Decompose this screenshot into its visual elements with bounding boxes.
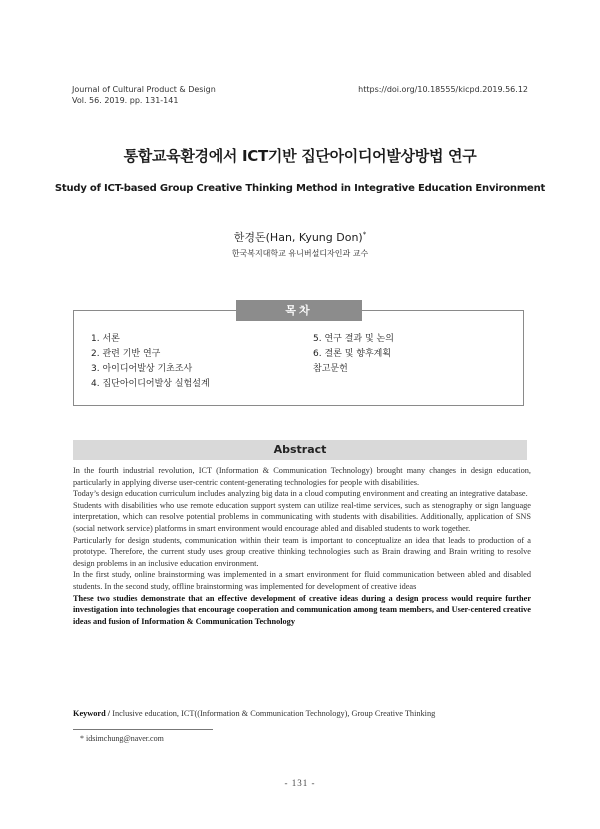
toc-item: 참고문헌 (313, 364, 348, 374)
keyword-text: Inclusive education, ICT((Information & Communication Technology), Group Creative Thinking (112, 709, 436, 718)
journal-volume: Vol. 56. 2019. pp. 131-141 (72, 96, 179, 105)
keyword-label: Keyword / (73, 709, 111, 718)
korean-title: 통합교육환경에서 ICT기반 집단아이디어발상방법 연구 (123, 147, 477, 165)
abstract-paragraph: These two studies demonstrate that an effective development of creative ideas during a design process would require further investigation into technologies that encourage cooperation and communication among team members, and User-centered creative ideas and fusion of Information & Communication Technology (73, 593, 531, 626)
toc-item: 1. 서론 (91, 334, 120, 344)
journal-header (72, 84, 216, 106)
author-footnote-mark: * (362, 230, 367, 239)
journal-name: Journal of Cultural Product & Design (72, 85, 216, 94)
page-number: - 131 - (284, 778, 316, 788)
doi-link[interactable]: https://doi.org/10.18555/kicpd.2019.56.12 (358, 85, 528, 94)
toc-heading: 목차 (236, 300, 362, 321)
abstract-paragraph: In the first study, online brainstorming was implemented in a smart environment for fluid communication between abled and disabled students. In the second study, offline brainstorming was implemented for development of creative ideas (73, 570, 531, 591)
abstract-body (73, 465, 531, 627)
toc-item: 2. 관련 기반 연구 (91, 349, 161, 359)
footnote-divider (73, 729, 213, 730)
abstract-heading: Abstract (73, 440, 527, 460)
author-affiliation: 한국복지대학교 유니버설디자인과 교수 (231, 249, 369, 258)
toc-column-left (91, 332, 210, 392)
abstract-paragraph: Particularly for design students, communication within their team is important to conceptualize an idea that leads to production of a prototype. Therefore, the current study uses group creative thinking technologies such as Brain drawing and Brain writing to resolve design problems in an inclusive education environment. (73, 535, 531, 568)
abstract-paragraph: Students with disabilities who use remote education support system can utilize real-time services, such as stenography or sign language interpretation, which can resolve potential problems in communicating with students with disabilities. Additionally, application of SNS (social network service) platforms in smart environment would encourage abled and disabled students to work together. (73, 500, 531, 533)
english-title: Study of ICT-based Group Creative Thinking Method in Integrative Education Environment (54, 183, 546, 194)
keywords (73, 709, 435, 718)
footnote-email: * idsimchung@naver.com (80, 734, 164, 743)
abstract-paragraph: Today’s design education curriculum includes analyzing big data in a cloud computing environment and creating an integrative database. (73, 489, 528, 499)
toc-item: 6. 결론 및 향후계획 (313, 349, 392, 359)
toc-item: 5. 연구 결과 및 논의 (313, 334, 394, 344)
toc-item: 4. 집단아이디어발상 실험설계 (91, 379, 210, 389)
toc-item: 3. 아이디어발상 기초조사 (91, 364, 193, 374)
author-name: 한경돈(Han, Kyung Don) (233, 231, 363, 244)
author-line (0, 229, 600, 245)
toc-column-right (313, 332, 394, 377)
abstract-paragraph: In the fourth industrial revolution, ICT (Information & Communication Technology) brought many changes in design education, particularly in applying diverse user-centric content-generating technologies for people with disabilities. (73, 466, 531, 487)
